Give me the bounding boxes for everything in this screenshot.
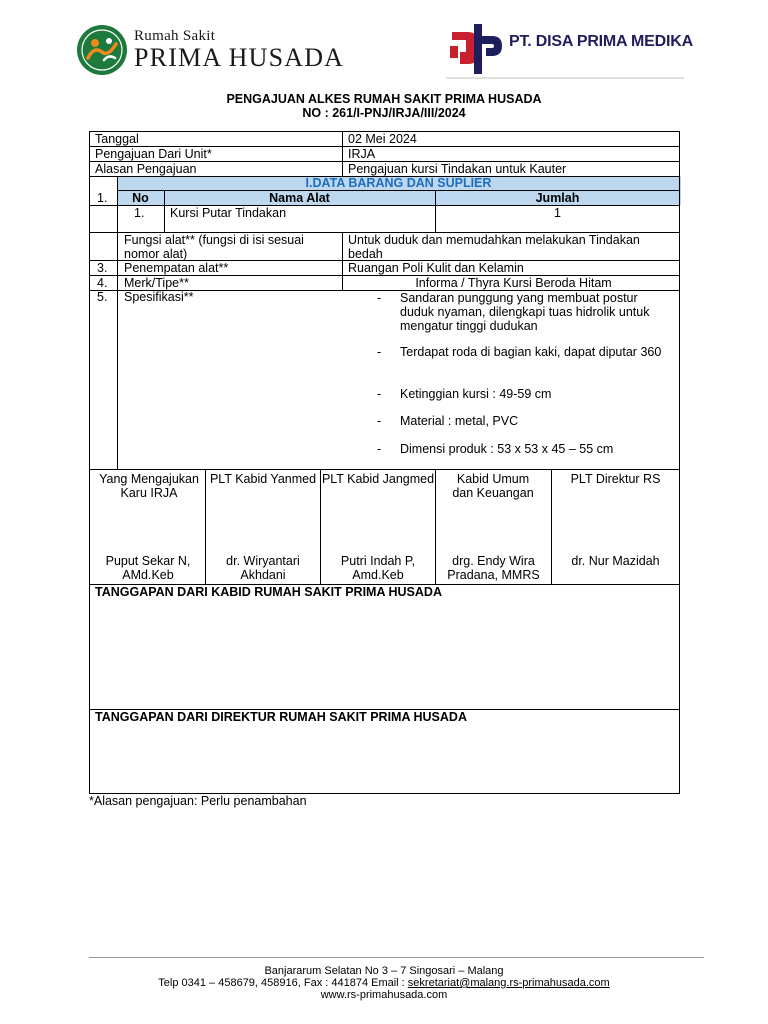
footnote: *Alasan pengajuan: Perlu penambahan bbox=[89, 794, 307, 808]
penempatan-value: Ruangan Poli Kulit dan Kelamin bbox=[348, 261, 524, 275]
footer-email-link[interactable]: sekretariat@malang.rs-primahusada.com bbox=[407, 977, 610, 989]
request-form bbox=[89, 131, 681, 794]
item-quantity: 1 bbox=[554, 206, 561, 220]
section-number: 1. bbox=[97, 191, 108, 205]
signature-role: PLT Kabid Jangmed bbox=[321, 472, 435, 486]
company-logo-icon bbox=[446, 18, 506, 80]
signature-name: Puput Sekar N, AMd.Keb bbox=[105, 554, 191, 582]
direktur-response-heading: TANGGAPAN DARI DIREKTUR RUMAH SAKIT PRIMA HUSADA bbox=[95, 710, 467, 724]
spec-item: Terdapat roda di bagian kaki, dapat diputar 360 bbox=[400, 345, 662, 359]
document-title: PENGAJUAN ALKES RUMAH SAKIT PRIMA HUSADA bbox=[226, 92, 542, 106]
spec-item: Material : metal, PVC bbox=[400, 414, 519, 428]
item-number: 1. bbox=[134, 206, 145, 220]
fungsi-label: Fungsi alat** (fungsi di isi sesuai nomor alat) bbox=[124, 233, 304, 261]
footer-contact bbox=[0, 977, 768, 989]
hospital-name-line1: Rumah Sakit bbox=[134, 28, 216, 44]
company-name: PT. DISA PRIMA MEDIKA bbox=[509, 33, 693, 50]
kabid-response-heading: TANGGAPAN DARI KABID RUMAH SAKIT PRIMA HUSADA bbox=[95, 585, 442, 599]
item-name: Kursi Putar Tindakan bbox=[170, 206, 287, 220]
spec-bullet: - bbox=[377, 414, 382, 428]
col-no-header: No bbox=[132, 191, 149, 205]
tanggal-label: Tanggal bbox=[95, 132, 139, 146]
signature-role: PLT Kabid Yanmed bbox=[209, 472, 317, 486]
spec-bullet: - bbox=[377, 442, 382, 456]
signature-name: Putri Indah P, Amd.Keb bbox=[340, 554, 416, 582]
header-rule bbox=[446, 77, 684, 79]
signature-role: Yang Mengajukan Karu IRJA bbox=[99, 472, 199, 500]
penempatan-label: Penempatan alat** bbox=[124, 261, 229, 275]
row-3-number: 3. bbox=[97, 261, 108, 275]
footer-rule bbox=[89, 957, 704, 958]
col-nama-header: Nama Alat bbox=[269, 191, 330, 205]
fungsi-value: Untuk duduk dan memudahkan melakukan Tindakan bedah bbox=[348, 233, 640, 261]
spec-bullet: - bbox=[377, 345, 382, 359]
spesifikasi-label: Spesifikasi** bbox=[124, 290, 194, 304]
spec-item: Dimensi produk : 53 x 53 x 45 – 55 cm bbox=[400, 442, 614, 456]
signature-role: Kabid Umum dan Keuangan bbox=[452, 472, 534, 500]
alasan-value: Pengajuan kursi Tindakan untuk Kauter bbox=[348, 162, 567, 176]
spec-bullet: - bbox=[377, 387, 382, 401]
company-logo-block bbox=[446, 18, 693, 80]
alasan-label: Alasan Pengajuan bbox=[95, 162, 197, 176]
document-number: NO : 261/I-PNJ/IRJA/III/2024 bbox=[302, 106, 466, 120]
merk-value: Informa / Thyra Kursi Beroda Hitam bbox=[415, 276, 612, 290]
section-title: I.DATA BARANG DAN SUPLIER bbox=[305, 176, 492, 190]
signature-role: PLT Direktur RS bbox=[570, 472, 661, 486]
signature-name: dr. Nur Mazidah bbox=[571, 554, 660, 568]
row-4-number: 4. bbox=[97, 276, 108, 290]
tanggal-value: 02 Mei 2024 bbox=[348, 132, 417, 146]
col-jumlah-header: Jumlah bbox=[535, 191, 580, 205]
row-5-number: 5. bbox=[97, 290, 108, 304]
footer-website[interactable]: www.rs-primahusada.com bbox=[320, 989, 448, 1001]
hospital-logo-block bbox=[76, 24, 346, 76]
signature-name: drg. Endy Wira Pradana, MMRS bbox=[447, 554, 540, 582]
footer-address: Banjararum Selatan No 3 – 7 Singosari – Malang bbox=[264, 965, 504, 977]
spec-item: Ketinggian kursi : 49-59 cm bbox=[400, 387, 552, 401]
merk-label: Merk/Tipe** bbox=[124, 276, 189, 290]
footer-contact-text: Telp 0341 – 458679, 458916, Fax : 441874 Email : bbox=[158, 977, 408, 989]
spec-bullet: - bbox=[377, 291, 382, 305]
hospital-logo-icon bbox=[76, 24, 128, 76]
unit-label: Pengajuan Dari Unit* bbox=[95, 147, 212, 161]
unit-value: IRJA bbox=[348, 147, 376, 161]
hospital-name-line2: PRIMA HUSADA bbox=[134, 43, 345, 72]
signature-name: dr. Wiryantari Akhdani bbox=[226, 554, 300, 582]
spec-item: Sandaran punggung yang membuat postur duduk nyaman, dilengkapi tuas hidrolik untuk mengatur tinggi dudukan bbox=[400, 291, 650, 333]
